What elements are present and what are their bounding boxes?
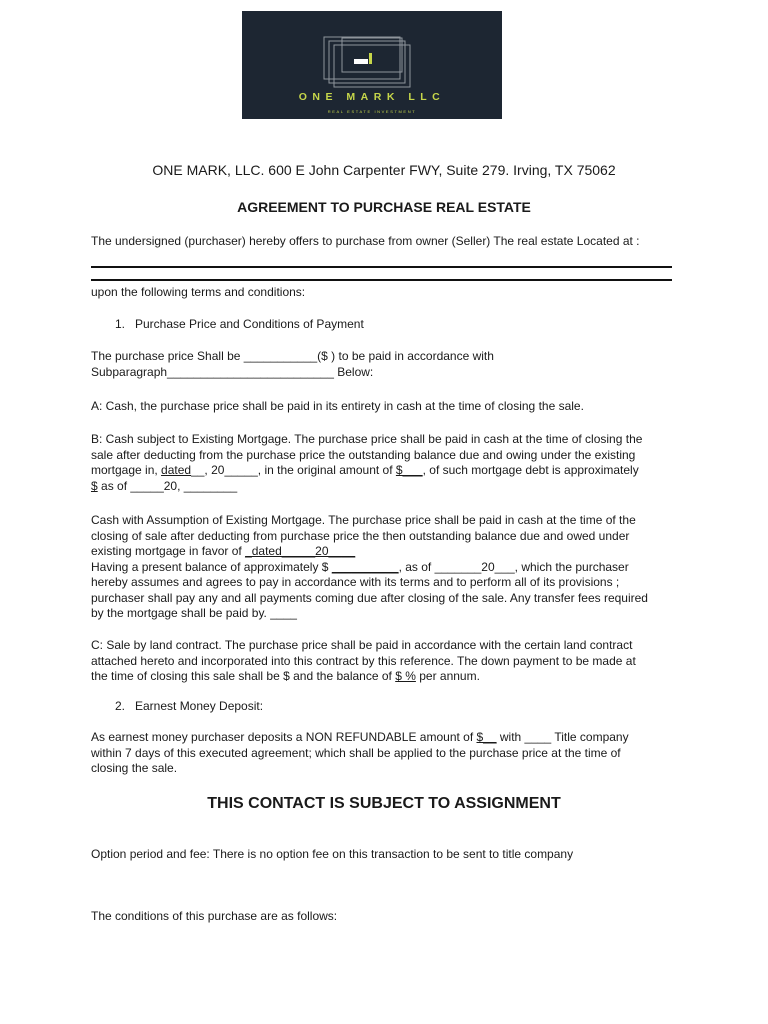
text-span: as of _____20, ________ [97,478,238,493]
text-span: , as of _______20___, which the purchaser [398,559,629,574]
cash-option-a: A: Cash, the purchase price shall be paid in its entirety in cash at the time of closing the sale. [91,399,584,413]
assumption-line-4 [91,560,676,576]
text-span: __, 20_____, in the original amount of [191,463,396,477]
assumption-line-5: hereby assumes and agrees to pay in accordance with its terms and to perform all of its provisions ; [91,575,620,589]
conditions-text: The conditions of this purchase are as follows: [91,909,338,923]
earnest-line-3: closing the sale. [91,761,178,775]
address-line-2 [91,279,672,281]
text-span: mortgage in, [91,463,162,477]
section-2-number: 2. [115,699,126,713]
intro-text: The undersigned (purchaser) hereby offers to purchase from owner (Seller) The real estate Located at : [91,234,640,248]
company-address: ONE MARK, LLC. 600 E John Carpenter FWY, Suite 279. Irving, TX 75062 [152,162,616,178]
dated-blank: dated [161,463,192,477]
text-span: As earnest money purchaser deposits a NON REFUNDABLE amount of [91,730,477,744]
original-amount-blank: $___ [395,463,423,477]
text-span: , of such mortgage debt is approximately [422,463,639,477]
terms-intro: upon the following terms and conditions: [91,285,306,299]
deposit-amount-blank: $__ [476,730,497,744]
earnest-line-2: within 7 days of this executed agreement; which shall be applied to the purchase price at the time of [91,745,621,760]
option-b-line-3 [91,463,676,479]
option-b-line-4 [91,479,676,495]
balance-rate-blank: $ % [395,669,416,683]
section-2-heading [115,699,263,713]
earnest-money-paragraph [91,730,676,777]
company-logo [242,11,502,119]
logo-tagline: REAL ESTATE INVESTMENT [327,109,417,114]
document-title: AGREEMENT TO PURCHASE REAL ESTATE [237,199,531,215]
balance-blank: __________ [331,559,399,574]
assumption-line-2: closing of sale after deducting from purchase price the then outstanding balance due and owed under [91,528,630,543]
land-contract-line-2: attached hereto and incorporated into this contract by this reference. The down payment to be made at [91,653,636,668]
assumption-line-6: purchaser shall pay any and all payments coming due after closing of the sale. Any transfer fees required [91,590,648,605]
land-contract-paragraph [91,638,676,685]
option-b-line-2: sale after deducting from the purchase price the outstanding balance due and owing under the existing [91,447,636,462]
debt-amount-blank: $ [91,478,98,493]
address-line-1 [91,266,672,268]
option-period-text: Option period and fee: There is no option fee on this transaction to be sent to title company [91,847,574,861]
land-contract-line-1: C: Sale by land contract. The purchase price shall be paid in accordance with the certain land contract [91,638,633,652]
section-2-label: Earnest Money Deposit: [135,699,264,713]
assumption-line-3 [91,544,676,560]
purchase-price-paragraph [91,349,676,380]
text-span: per annum. [415,669,480,683]
text-span: Having a present balance of approximately $ [91,559,332,574]
text-span: the time of closing this sale shall be $ and the balance of [91,669,396,683]
land-contract-line-3 [91,669,676,685]
price-line-1: The purchase price Shall be ___________($ ) to be paid in accordance with [91,349,494,363]
favor-of-blank: _dated_____20____ [245,544,356,558]
assumption-line-1: Cash with Assumption of Existing Mortgage. The purchase price shall be paid in cash at the time of the [91,513,636,527]
text-span: existing mortgage in favor of [91,544,246,558]
section-1-heading [115,317,364,331]
assumption-line-7: by the mortgage shall be paid by. ____ [91,606,297,620]
assignment-heading: THIS CONTACT IS SUBJECT TO ASSIGNMENT [207,795,561,812]
earnest-line-1 [91,730,676,746]
logo-name: ONE MARK LLC [298,91,446,103]
cash-option-b [91,432,676,494]
text-span: with ____ Title company [496,730,629,744]
price-line-2: Subparagraph_________________________ Below: [91,364,374,379]
assumption-paragraph [91,513,676,622]
section-1-label: Purchase Price and Conditions of Payment [135,317,364,331]
section-1-number: 1. [115,317,126,331]
option-b-line-1: B: Cash subject to Existing Mortgage. The purchase price shall be paid in cash at the time of closing the [91,432,643,446]
